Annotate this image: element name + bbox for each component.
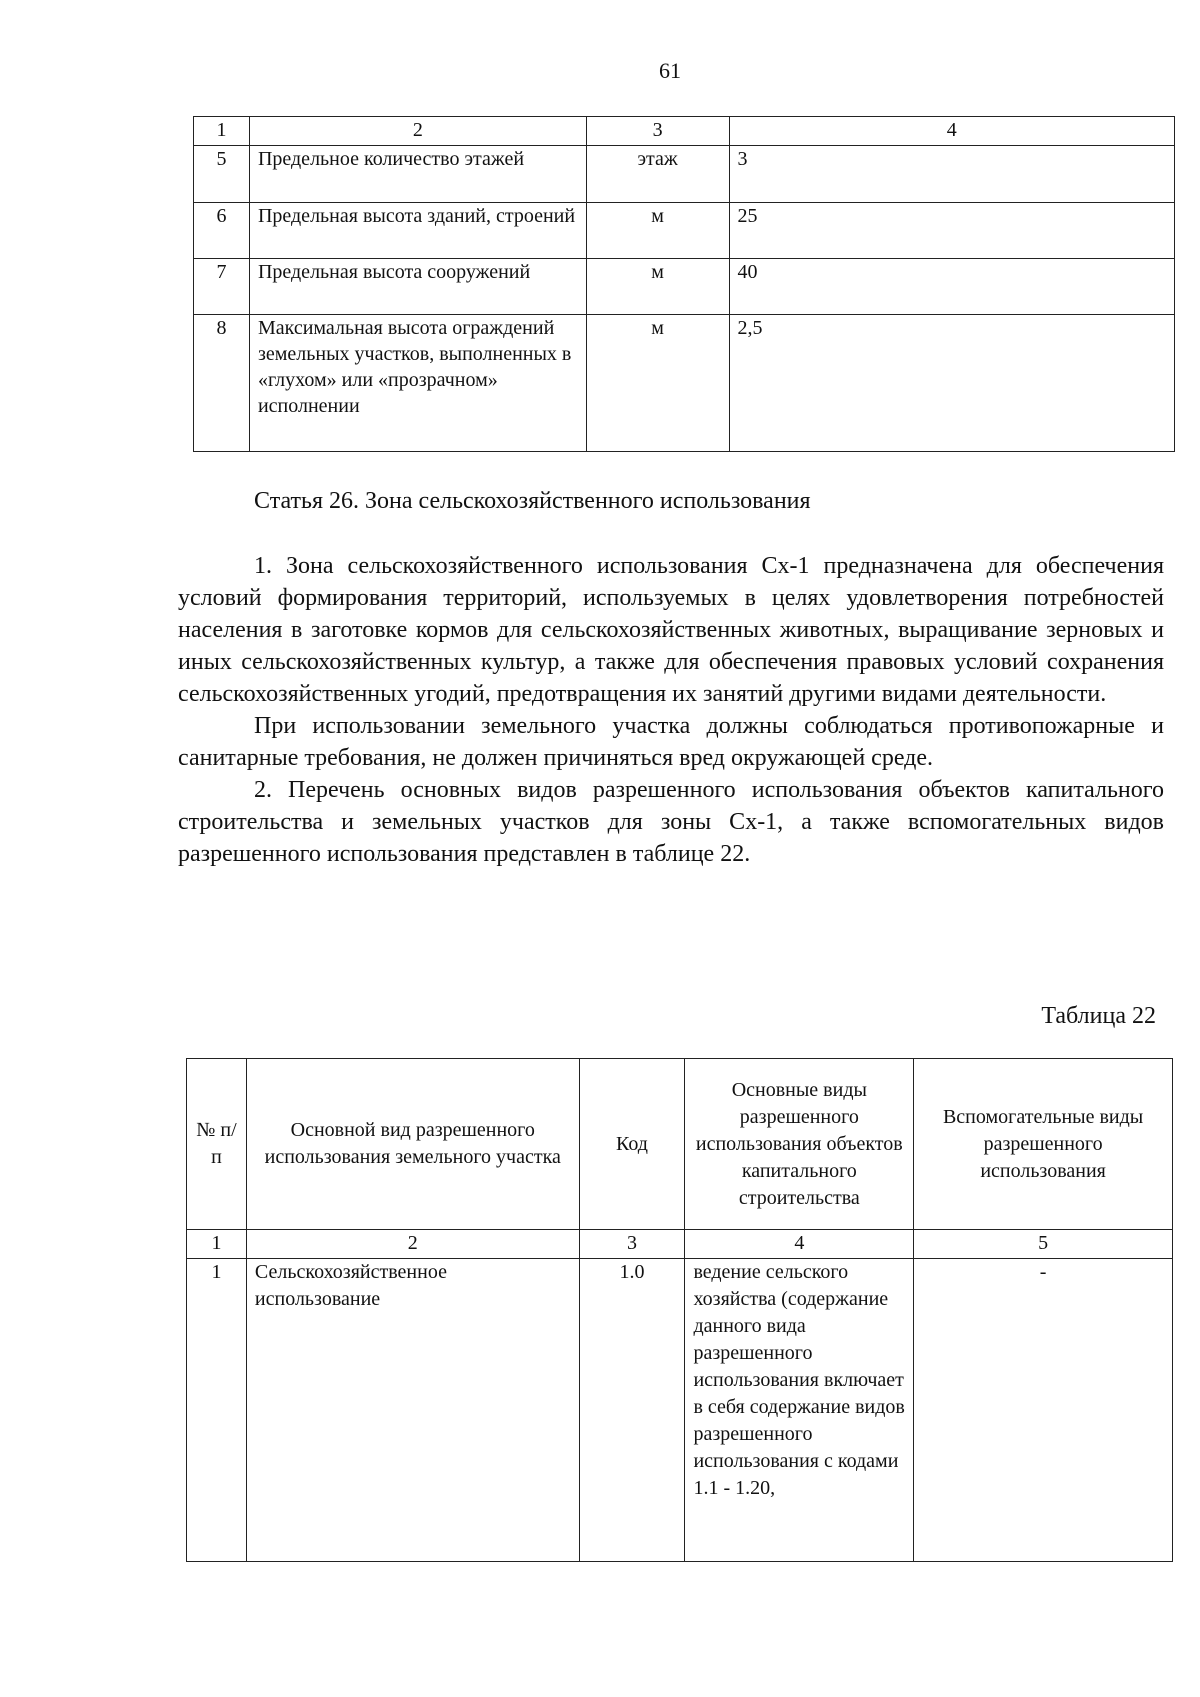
header-cell: 4 [729,117,1174,146]
index-cell: 4 [685,1230,914,1259]
paragraph: 2. Перечень основных видов разрешенного использования объектов капитального строительства и земельных участков для зоны Сх-1, а также вспомогательных видов разрешенного использования представлен в таблице 22. [178,777,1164,867]
row-name: Максимальная высота ограждений земельных участков, выполненных в «глухом» или «прозрачном» исполнении [249,315,586,452]
row-value: 40 [729,259,1174,315]
table-header-row [194,117,1175,146]
header-cell: Основной вид разрешенного использования земельного участка [246,1059,579,1230]
row-main-uses: ведение сельского хозяйства (содержание данного вида разрешенного использования включает в себя содержание видов разрешенного использования с кодами 1.1 - 1.20, [685,1259,914,1562]
index-cell: 2 [246,1230,579,1259]
article-body [178,550,1164,870]
row-number: 1 [187,1259,247,1562]
header-cell: 3 [586,117,729,146]
header-cell: Основные виды разрешенного использования объектов капитального строительства [685,1059,914,1230]
article-title: Статья 26. Зона сельскохозяйственного использования [254,488,811,514]
table-row [194,203,1175,259]
row-value: 2,5 [729,315,1174,452]
column-index-row [187,1230,1173,1259]
row-number: 7 [194,259,250,315]
table-row [194,259,1175,315]
table-header-row [187,1059,1173,1230]
table-row [187,1259,1173,1562]
land-use-table [186,1058,1173,1562]
row-name: Предельное количество этажей [249,146,586,203]
row-number: 6 [194,203,250,259]
index-cell: 1 [187,1230,247,1259]
header-cell: Код [579,1059,685,1230]
header-cell: 1 [194,117,250,146]
row-code: 1.0 [579,1259,685,1562]
row-name: Предельная высота зданий, строений [249,203,586,259]
table-row [194,315,1175,452]
characteristics-table [193,116,1175,452]
paragraph: 1. Зона сельскохозяйственного использования Сх-1 предназначена для обеспечения условий формирования территорий, используемых в целях удовлетворения потребностей населения в заготовке кормов для сельскохозяйственных животных, выращивание зерновых и иных сельскохозяйственных культур, а также для обеспечения правовых условий сохранения сельскохозяйственных угодий, предотвращения их занятий другими видами деятельности. [178,553,1164,707]
index-cell: 5 [914,1230,1173,1259]
row-value: 3 [729,146,1174,203]
row-unit: м [586,203,729,259]
row-use-type: Сельскохозяйственное использование [246,1259,579,1562]
row-unit: этаж [586,146,729,203]
row-aux-uses: - [914,1259,1173,1562]
header-cell: № п/п [187,1059,247,1230]
row-unit: м [586,259,729,315]
row-name: Предельная высота сооружений [249,259,586,315]
row-value: 25 [729,203,1174,259]
header-cell: 2 [249,117,586,146]
header-cell: Вспомогательные виды разрешенного использования [914,1059,1173,1230]
row-number: 8 [194,315,250,452]
index-cell: 3 [579,1230,685,1259]
row-number: 5 [194,146,250,203]
table-caption: Таблица 22 [1041,1003,1156,1029]
page-number: 61 [659,58,681,83]
paragraph: При использовании земельного участка должны соблюдаться противопожарные и санитарные требования, не должен причиняться вред окружающей среде. [178,713,1164,771]
table-row [194,146,1175,203]
row-unit: м [586,315,729,452]
